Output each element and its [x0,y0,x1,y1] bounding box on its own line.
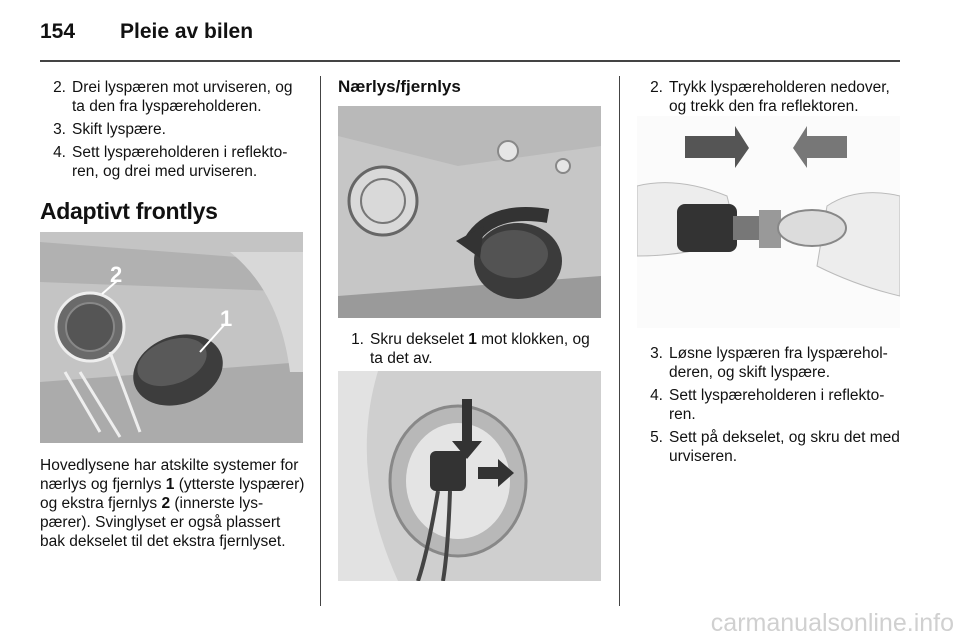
col1-steps [40,78,302,185]
column-divider-1 [320,76,321,606]
list-item: 2. Drei lyspæren mot urviseren, og ta den fra lyspæreholderen. [53,79,293,115]
col3-steps-a [637,78,903,120]
column-divider-2 [619,76,620,606]
watermark: carmanualsonline.info [710,609,954,637]
col2-steps [338,330,603,372]
list-item: 4. Sett lyspæreholderen i reflektoren, og drei med urviseren. [53,144,288,180]
adaptive-description: Hovedlysene har atskilte systemer for nærlys og fjernlys 1 (ytterste lyspærer) og ekstra fjernlys 2 (innerste lyspærer). Svinglyset er også plassert bak dekselet til det ekstra fjernlyset. [40,457,305,550]
figure-callout-1: 1 [220,306,233,331]
list-item: 3. Skift lyspære. [53,121,166,138]
col3-steps-b [637,344,903,470]
figure-bulb-change [637,116,900,328]
figure-cover-removal [338,106,601,318]
section-title-low-high-beam: Nærlys/fjernlys [338,77,461,96]
figure-adaptive-headlight [40,232,303,443]
section-title-adaptive: Adaptivt frontlys [40,198,218,224]
list-item: 2. Trykk lyspæreholderen nedover, og trekk den fra reflektoren. [650,79,890,115]
page-title: Pleie av bilen [120,20,254,43]
page-number: 154 [40,20,76,43]
figure-bulb-holder [338,371,601,581]
page-header [40,20,253,50]
list-item: 3. Løsne lyspæren fra lyspæreholderen, og skift lyspære. [650,345,888,381]
list-item: 1. Skru dekselet 1 mot klokken, og ta det av. [351,331,590,367]
header-rule [40,60,900,62]
list-item: 4. Sett lyspæreholderen i reflektoren. [650,387,885,423]
list-item: 5. Sett på dekselet, og skru det med urviseren. [650,429,900,465]
figure-callout-2: 2 [110,262,123,287]
